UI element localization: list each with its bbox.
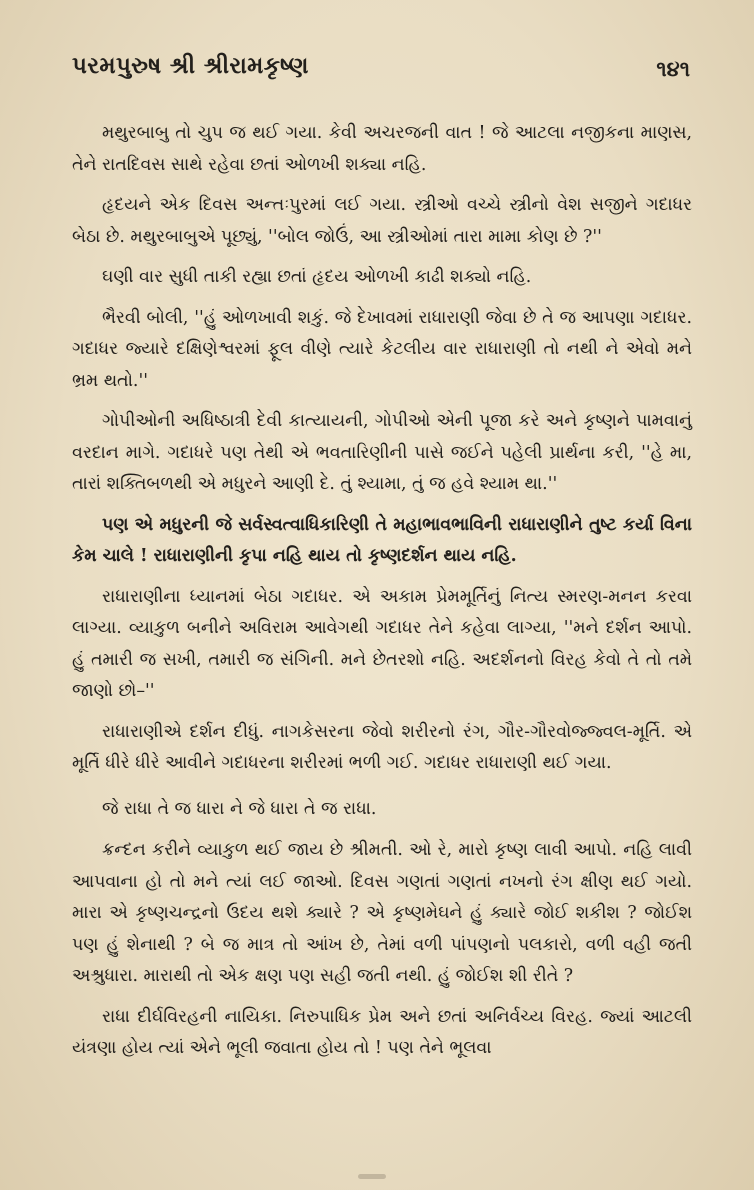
paragraph-10: રાધા દીર્ઘવિરહની નાયિકા. નિરુપાધિક પ્રેમ અને છતાં અનિર્વચ્ય વિરહ. જ્યાં આટલી યંત્રણા હોય ત્યાં એને ભૂલી જવાતા હોય તો ! પણ તેને ભૂલવા	[72, 1006, 692, 1058]
paragraph-9: ક્રન્દન કરીને વ્યાકુળ થઈ જાય છે શ્રીમતી. ઓ રે, મારો કૃષ્ણ લાવી આપો. નહિ લાવી આપવાના હો તો મને ત્યાં લઈ જાઓ. દિવસ ગણતાં ગણતાં નખનો રંગ ક્ષીણ થઈ ગયો. મારા એ કૃષ્ણચન્દ્રનો ઉદય થશે ક્યારે ? એ કૃષ્ણમેઘને હું ક્યારે જોઈ શકીશ ? જોઈશ પણ હું શેનાથી ? બે જ માત્ર તો આંખ છે, તેમાં વળી પાંપણનો પલકારો, વળી વહી જતી અશ્રુધારા. મારાથી તો એક ક્ષણ પણ સહી જતી નથી. હું જોઈશ શી રીતે ?	[72, 840, 692, 986]
running-title: પરમપુરુષ શ્રી શ્રીરામકૃષ્ણ	[72, 52, 309, 79]
paragraph-5: ગોપીઓની અધિષ્ઠાત્રી દેવી કાત્યાયની, ગોપીઓ એની પૂજા કરે અને કૃષ્ણને પામવાનું વરદાન માગે. ગદાધરે પણ તેથી એ ભવતારિણીની પાસે જઈને પહેલી પ્રાર્થના કરી, ''હે મા, તારાં શક્તિબળથી એ મધુરને આણી દે. તું શ્યામા, તું જ હવે શ્યામ થા.''	[72, 411, 692, 494]
paragraph-6: પણ એ મધુરની જે સર્વસ્વત્વાધિકારિણી તે મહાભાવભાવિની રાધારાણીને તુષ્ટ કર્યા વિના કેમ ચાલે ! રાધારાણીની કૃપા નહિ થાય તો કૃષ્ણદર્શન થાય નહિ.	[72, 514, 692, 566]
paragraph-3: ઘણી વાર સુધી તાકી રહ્યા છતાં હૃદય ઓળખી કાઢી શક્યો નહિ.	[102, 267, 532, 287]
paragraph-8: રાધારાણીએ દર્શન દીધું. નાગકેસરના જેવો શરીરનો રંગ, ગૌર-ગૌરવોજ્જ્વલ-મૂર્તિ. એ મૂર્તિ ધીરે ધીરે આવીને ગદાધરના શરીરમાં ભળી ગઈ. ગદાધર રાધારાણી થઈ ગયા.	[72, 721, 692, 773]
page-smudge	[358, 1174, 386, 1179]
verse-line: જે રાધા તે જ ધારા ને જે ધારા તે જ રાધા.	[102, 798, 377, 819]
paragraph-7: રાધારાણીના ધ્યાનમાં બેઠા ગદાધર. એ અકામ પ્રેમમૂર્તિનું નિત્ય સ્મરણ-મનન કરવા લાગ્યા. વ્યાકુળ બનીને અવિરામ આવેગથી ગદાધર તેને કહેવા લાગ્યા, ''મને દર્શન આપો. હું તમારી જ સખી, તમારી જ સંગિની. મને છેતરશો નહિ. અદર્શનનો વિરહ કેવો તે તો તમે જાણો છો–''	[72, 586, 692, 701]
page-header	[72, 52, 690, 92]
paragraph-4: ભૈરવી બોલી, ''હું ઓળખાવી શકું. જે દેખાવમાં રાધારાણી જેવા છે તે જ આપણા ગદાધર. ગદાધર જ્યારે દક્ષિણેશ્વરમાં ફૂલ વીણે ત્યારે કેટલીય વાર રાધારાણી તો નથી ને એવો મને ભ્રમ થતો.''	[72, 307, 692, 391]
page-number: ૧૪૧	[656, 56, 690, 81]
paragraph-1: મથુરબાબુ તો ચુપ જ થઈ ગયા. કેવી અચરજની વાત ! જે આટલા નજીકના માણસ, તેને રાતદિવસ સાથે રહેવા છતાં ઓળખી શક્યા નહિ.	[72, 123, 692, 175]
paragraph-2: હૃદયને એક દિવસ અન્તઃપુરમાં લઈ ગયા. સ્ત્રીઓ વચ્ચે સ્ત્રીનો વેશ સજીને ગદાધર બેઠા છે. મથુરબાબુએ પૂછ્યું, ''બોલ જોઉં, આ સ્ત્રીઓમાં તારા મામા કોણ છે ?''	[72, 195, 692, 247]
body-text	[72, 118, 692, 1074]
